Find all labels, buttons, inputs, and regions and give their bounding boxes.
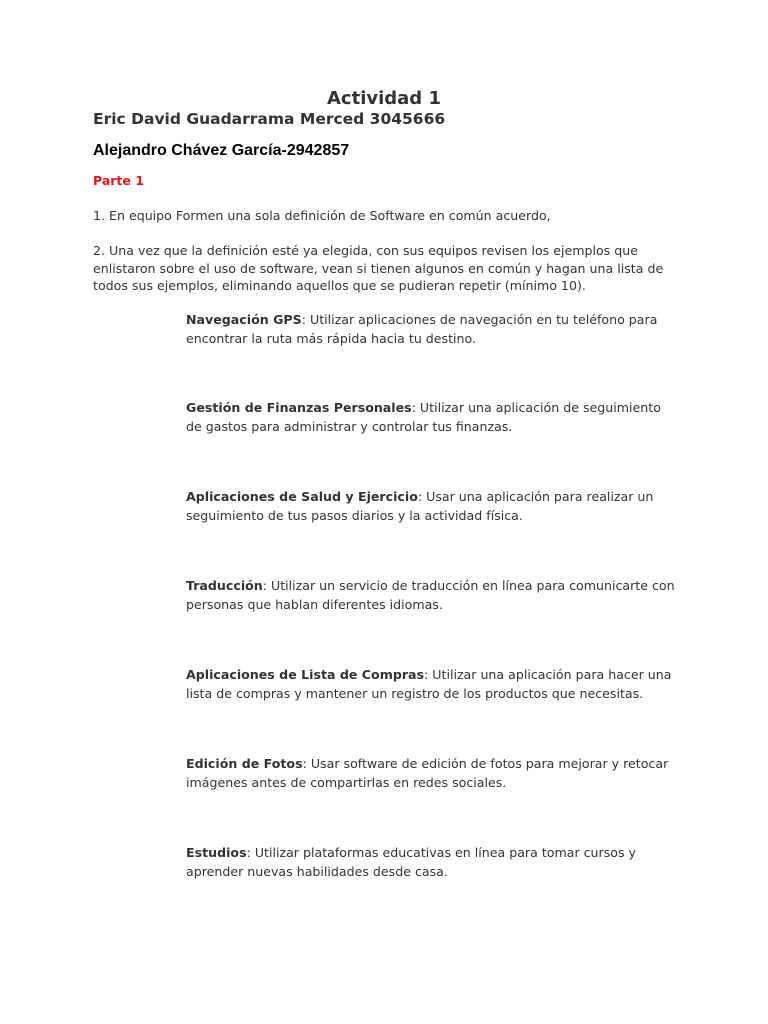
item-description: : Utilizar plataformas educativas en línea para tomar cursos y aprender nuevas habilidades desde casa.	[186, 845, 637, 879]
item-term: Aplicaciones de Lista de Compras	[186, 667, 425, 682]
item-term: Traducción	[186, 578, 263, 593]
item-term: Estudios	[186, 845, 247, 860]
list-item	[186, 666, 676, 703]
item-description: : Utilizar una aplicación para hacer una lista de compras y mantener un registro de los productos que necesitas.	[186, 667, 672, 701]
item-term: Navegación GPS	[186, 312, 302, 327]
question-1: 1. En equipo Formen una sola definición de Software en común acuerdo,	[93, 208, 551, 223]
section-label: Parte 1	[93, 173, 144, 188]
list-item	[186, 311, 676, 348]
list-item	[186, 755, 676, 792]
list-item	[186, 488, 676, 525]
item-description: : Usar una aplicación para realizar un seguimiento de tus pasos diarios y la actividad física.	[186, 489, 654, 523]
list-item	[186, 399, 676, 436]
list-item	[186, 577, 676, 614]
item-term: Aplicaciones de Salud y Ejercicio	[186, 489, 418, 504]
item-description: : Utilizar un servicio de traducción en línea para comunicarte con personas que hablan diferentes idiomas.	[186, 578, 675, 612]
item-description: : Utilizar una aplicación de seguimiento de gastos para administrar y controlar tus finanzas.	[186, 400, 661, 434]
author-line-1: Eric David Guadarrama Merced 3045666	[93, 110, 446, 128]
item-term: Gestión de Finanzas Personales	[186, 400, 412, 415]
author-line-2: Alejandro Chávez García-2942857	[93, 142, 350, 159]
document-title: Actividad 1	[327, 88, 441, 109]
item-description: : Usar software de edición de fotos para mejorar y retocar imágenes antes de compartirlas en redes sociales.	[186, 756, 669, 790]
item-term: Edición de Fotos	[186, 756, 303, 771]
list-item	[186, 844, 676, 881]
question-2: 2. Una vez que la definición esté ya elegida, con sus equipos revisen los ejemplos que enlistaron sobre el uso de software, vean si tienen algunos en común y hagan una lista de todos sus ejemplos, eliminando aquellos que se pudieran repetir (mínimo 10).	[93, 243, 664, 293]
item-description: : Utilizar aplicaciones de navegación en tu teléfono para encontrar la ruta más rápida hacia tu destino.	[186, 312, 658, 346]
